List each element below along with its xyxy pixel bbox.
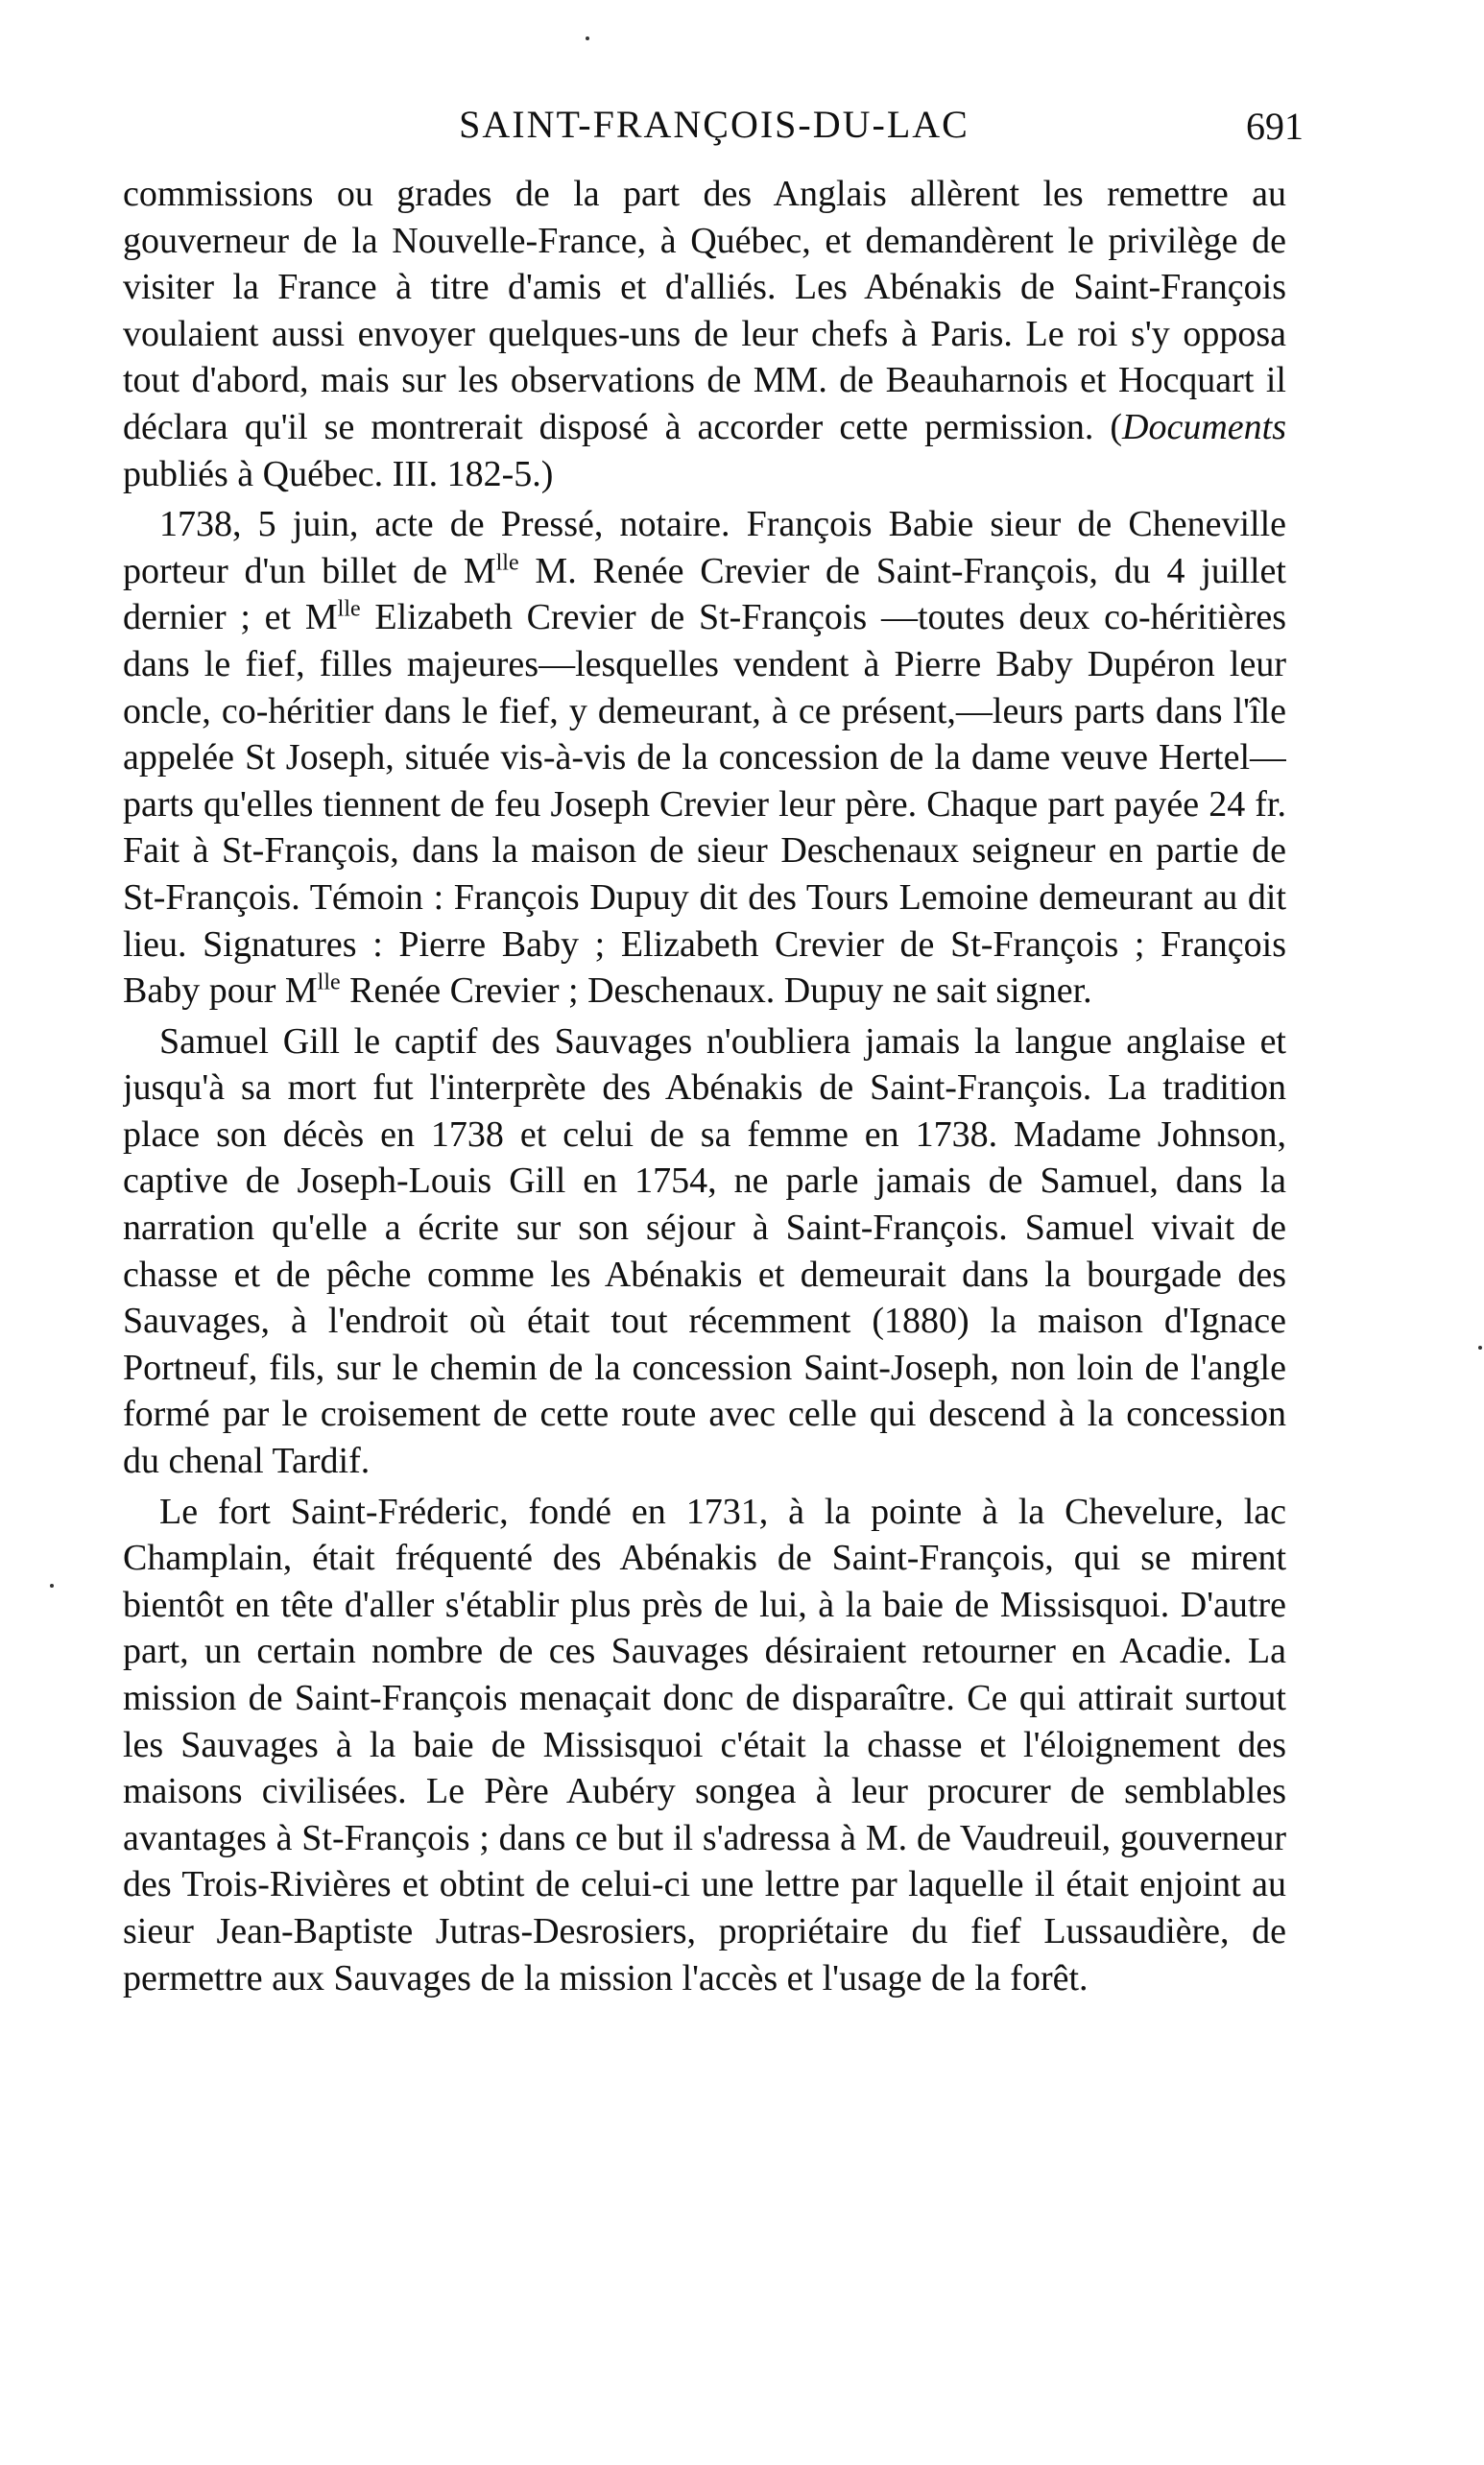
paragraph-2-seg-1: 1738, 5 juin, acte de Pressé, notaire. François Babie sieur de Cheneville porteur d'un billet de M — [123, 504, 1286, 591]
paragraph-4 — [123, 1489, 1286, 2002]
citation-title: Documents — [1122, 406, 1286, 447]
print-speck — [50, 1584, 54, 1588]
paragraph-4-text: Le fort Saint-Fréderic, fondé en 1731, à la pointe à la Chevelure, lac Champlain, était fréquenté des Abénakis de Saint-François, qui se mirent bientôt en tête d'aller s'établir plus près de lui, à la baie de Missisquoi. D'autre part, un certain nombre de ces Sauvages désiraient retourner en Acadie. La mission de Saint-François menaçait donc de disparaître. Ce qui attirait surtout les Sauvages à la baie de Missisquoi c'était la chasse et l'éloignement des maisons civilisées. Le Père Aubéry songea à leur procurer de semblables avantages à St-François ; dans ce but il s'adressa à M. de Vaudreuil, gouverneur des Trois-Rivières et obtint de celui-ci une lettre par laquelle il était enjoint au sieur Jean-Baptiste Jutras-Desrosiers, propriétaire du fief Lussaudière, de permettre aux Sauvages de la mission l'accès et l'usage de la forêt. — [123, 1491, 1286, 1998]
paragraph-2-seg-4: Renée Crevier ; Deschenaux. Dupuy ne sait signer. — [340, 970, 1092, 1012]
superscript-lle-2: lle — [337, 596, 361, 622]
paragraph-2 — [123, 501, 1286, 1015]
paragraph-3-text: Samuel Gill le captif des Sauvages n'oubliera jamais la langue anglaise et jusqu'à sa mort fut l'interprète des Abénakis de Saint-François. La tradition place son décès en 1738 et celui de sa femme en 1738. Madame Johnson, captive de Joseph-Louis Gill en 1754, ne parle jamais de Samuel, dans la narration qu'elle a écrite sur son séjour à Saint-François. Samuel vivait de chasse et de pêche comme les Abénakis et demeurait dans la bourgade des Sauvages, à l'endroit où était tout récemment (1880) la maison d'Ignace Portneuf, fils, sur le chemin de la concession Saint-Joseph, non loin de l'angle formé par le croisement de cette route avec celle qui descend à la concession du chenal Tardif. — [123, 1020, 1286, 1482]
superscript-lle-3: lle — [317, 969, 341, 995]
page-header — [125, 96, 1304, 154]
print-speck — [1478, 1346, 1482, 1350]
page-number: 691 — [1246, 105, 1304, 148]
citation-close: publiés à Québec. III. 182-5.) — [123, 453, 554, 494]
citation-open: ( — [1093, 406, 1123, 447]
paragraph-2-seg-2: M. Renée Crevier de Saint-François, du 4 juillet dernier ; et M — [123, 550, 1286, 638]
paragraph-1-text: commissions ou grades de la part des Anglais allèrent les remettre au gouverneur de la Nouvelle-France, à Québec, et demandèrent le privilège de visiter la France à titre d'amis et d'alliés. Les Abénakis de Saint-François voulaient aussi envoyer quelques-uns de leur chefs à Paris. Le roi s'y opposa tout d'abord, mais sur les observations de MM. de Beauharnois et Hocquart il déclara qu'il se montrerait disposé à accorder cette permission. — [123, 174, 1286, 447]
paragraph-3 — [123, 1018, 1286, 1485]
running-title: SAINT-FRANÇOIS-DU-LAC — [459, 103, 969, 146]
body-text — [123, 171, 1286, 2225]
print-speck — [586, 36, 589, 40]
paragraph-1 — [123, 171, 1286, 497]
superscript-lle-1: lle — [495, 550, 519, 576]
paragraph-2-seg-3: Elizabeth Crevier de St-François —toutes deux co-héritières dans le fief, filles majeures—lesquelles vendent à Pierre Baby Dupéron leur oncle, co-héritier dans le fief, y demeurant, à ce présent,—leurs parts dans l'île appelée St Joseph, située vis-à-vis de la concession de la dame veuve Hertel—parts qu'elles tiennent de feu Joseph Crevier leur père. Chaque part payée 24 fr. Fait à St-François, dans la maison de sieur Deschenaux seigneur en partie de St-François. Témoin : François Dupuy dit des Tours Lemoine demeurant au dit lieu. Signatures : Pierre Baby ; Elizabeth Crevier de St-François ; François Baby pour M — [123, 597, 1286, 1012]
